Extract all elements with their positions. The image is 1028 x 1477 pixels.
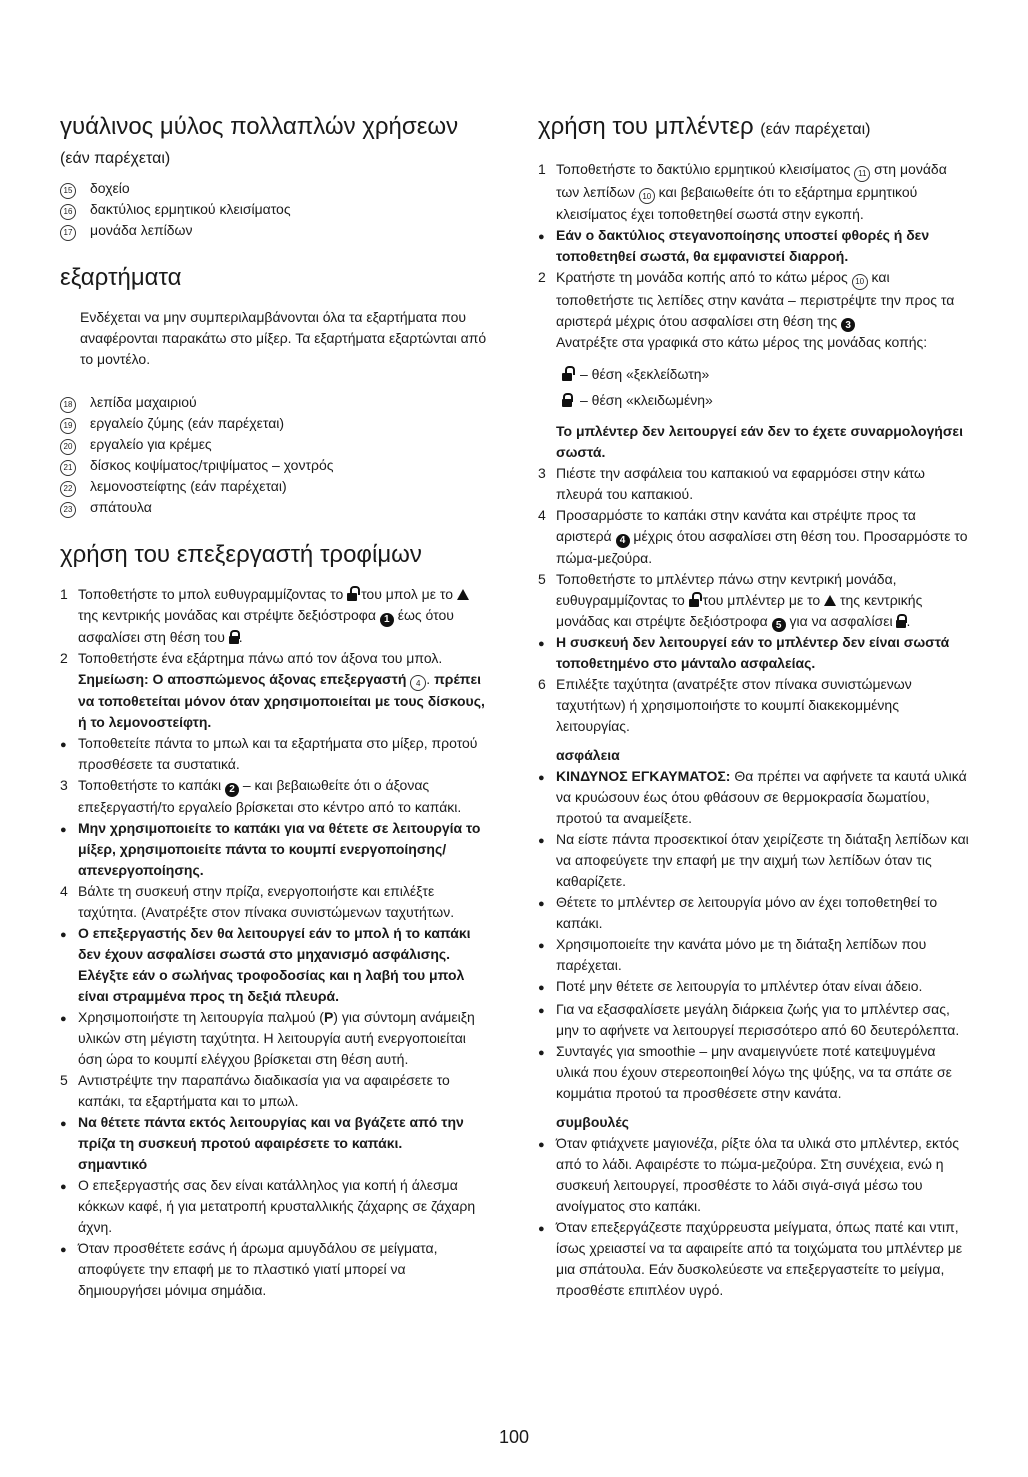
- step-5: 5 Τοποθετήστε το μπλέντερ πάνω στην κεντρική μονάδα, ευθυγραμμίζοντας το του μπλέντερ με το της κεντρικής μονάδας και στρέψτε δεξιόστροφα 5 για να ασφαλίσει .: [538, 570, 923, 631]
- step-5-badge-icon: 5: [772, 618, 786, 632]
- list-item: 20 εργαλείο για κρέμες: [60, 434, 492, 455]
- unlock-icon: [562, 367, 572, 381]
- number-15-icon: 15: [60, 183, 76, 199]
- bullet: ● Η συσκευή δεν λειτουργεί εάν το μπλέντερ δεν είναι σωστά τοποθετημένο στο μάνταλο ασφαλείας.: [538, 632, 970, 674]
- list-item: 15 δοχείο: [60, 178, 492, 199]
- step-3: 3 Τοποθετήστε το καπάκι 2 – και βεβαιωθείτε ότι ο άξονας επεξεργαστή/το εργαλείο βρίσκεται στο κέντρο από το καπάκι.: [60, 777, 462, 815]
- step-2: 2 Τοποθετήστε ένα εξάρτημα πάνω από τον άξονα του μπολ. Σημείωση: Ο αποσπώμενος άξονας επεξεργαστή 4 . πρέπει να τοποθετείται μόνον όταν χρησιμοποιείται με τους δίσκους, ή το λεμονοστείφτη.: [60, 649, 485, 730]
- accessories-intro: Ενδέχεται να μην συμπεριλαμβάνονται όλα τα εξαρτήματα που αναφέρονται παρακάτω στο μίξερ. Τα εξαρτήματα εξαρτώνται από το μοντέλο.: [80, 309, 487, 367]
- number-10-icon: 10: [639, 188, 655, 204]
- lock-icon: [562, 393, 572, 407]
- triangle-marker-icon: [824, 595, 836, 606]
- number-21-icon: 21: [60, 460, 76, 476]
- bullet: ● Ο επεξεργαστής δεν θα λειτουργεί εάν το μπολ ή το καπάκι δεν έχουν ασφαλίσει σωστά στο μηχανισμό ασφάλισης. Ελέγξτε εάν ο σωλήνας τροφοδοσίας και η λαβή του μπολ είναι στραμμένα προς τη δεξιά πλευρά.: [60, 923, 492, 1007]
- right-column: [538, 112, 970, 1301]
- grinder-title: γυάλινος μύλος πολλαπλών χρήσεων: [60, 113, 459, 140]
- list-item: 21 δίσκος κοψίματος/τριψίματος – χοντρός: [60, 455, 492, 476]
- bullet: ● Χρησιμοποιείτε την κανάτα μόνο με τη διάταξη λεπίδων που παρέχεται.: [538, 934, 970, 976]
- bullet: ● Όταν προσθέτετε εσάνς ή άρωμα αμυγδάλου σε μείγματα, αποφύγετε την επαφή με το πλαστικό γιατί μπορεί να δημιουργήσει μόνιμα σημάδια.: [60, 1238, 492, 1301]
- step-4-badge-icon: 4: [616, 534, 630, 548]
- lock-icon: [229, 630, 239, 644]
- assembly-warning: Το μπλέντερ δεν λειτουργεί εάν δεν το έχετε συναρμολογήσει σωστά.: [556, 423, 963, 460]
- accessories-title: εξαρτήματα: [60, 264, 182, 291]
- bullet: ● Για να εξασφαλίσετε μεγάλη διάρκεια ζωής για το μπλέντερ σας, μην το αφήνετε να λειτουργεί περισσότερο από 60 δευτερόλεπτα.: [538, 999, 970, 1041]
- step-3-badge-icon: 3: [841, 318, 855, 332]
- bullet: ● ΚΙΝΔΥΝΟΣ ΕΓΚΑΥΜΑΤΟΣ: Θα πρέπει να αφήνετε τα καυτά υλικά να κρυώσουν έως ότου φθάσουν σε θερμοκρασία δωματίου, προτού τα αναμείξετε.: [538, 766, 970, 829]
- step-2: 2 Κρατήστε τη μονάδα κοπής από το κάτω μέρος 10 και τοποθετήστε τις λεπίδες στην κανάτα – περιστρέψτε την προς τα αριστερά μέχρις ότου ασφαλίσει στη θέση της 3 Ανατρέξτε στα γραφικά στο κάτω μέρος της μονάδας κοπής:: [538, 269, 955, 350]
- step-1: 1 Τοποθετήστε το μπολ ευθυγραμμίζοντας το του μπολ με το της κεντρικής μονάδας και στρέψτε δεξιόστροφα 1 έως ότου ασφαλίσει στη θέση του .: [60, 584, 492, 648]
- bullet: ● Εάν ο δακτύλιος στεγανοποίησης υποστεί φθορές ή δεν τοποθετηθεί σωστά, θα εμφανιστεί διαρροή.: [538, 225, 970, 267]
- unlock-icon: [347, 587, 357, 601]
- list-item: 16 δακτύλιος ερμητικού κλεισίματος: [60, 199, 492, 220]
- bullet: ● Όταν επεξεργάζεστε παχύρρευστα μείγματα, όπως πατέ και ντιπ, ίσως χρειαστεί να τα αφαιρείτε από τα τοιχώματα του μπλέντερ με μια σπάτουλα. Εάν δυσκολεύεστε να επεξεργαστείτε το μείγμα, προσθέστε επιπλέον υγρό.: [538, 1217, 970, 1301]
- grinder-subtitle: (εάν παρέχεται): [60, 150, 171, 167]
- locked-position: – θέση «κλειδωμένη»: [538, 387, 970, 413]
- number-4-icon: 4: [410, 675, 426, 691]
- accessories-list: [60, 392, 492, 518]
- blender-title: χρήση του μπλέντερ (εάν παρέχεται): [538, 113, 871, 140]
- safety-heading: ασφάλεια: [556, 747, 620, 763]
- bullet: ● Μην χρησιμοποιείτε το καπάκι για να θέτετε σε λειτουργία το μίξερ, χρησιμοποιείτε πάντα το κουμπί ενεργοποίησης/απενεργοποίησης.: [60, 818, 492, 881]
- step-4: 4 Βάλτε τη συσκευή στην πρίζα, ενεργοποιήστε και επιλέξτε ταχύτητα. (Ανατρέξτε στον πίνακα συνιστώμενων ταχυτήτων.: [60, 882, 455, 920]
- bullet: ● Τοποθετείτε πάντα το μπωλ και τα εξαρτήματα στο μίξερ, προτού προσθέσετε τα συστατικά.: [60, 733, 492, 775]
- number-10-icon: 10: [852, 274, 868, 290]
- list-item: 18 λεπίδα μαχαιριού: [60, 392, 492, 413]
- unlocked-position: – θέση «ξεκλείδωτη»: [538, 361, 970, 387]
- bullet: ● Θέτετε το μπλέντερ σε λειτουργία μόνο αν έχει τοποθετηθεί το καπάκι.: [538, 892, 970, 934]
- bullet: ● Να θέτετε πάντα εκτός λειτουργίας και να βγάζετε από την πρίζα τη συσκευή προτού αφαιρέσετε το καπάκι.: [60, 1112, 492, 1154]
- bullet: ● Να είστε πάντα προσεκτικοί όταν χειρίζεστε τη διάταξη λεπίδων και να αποφεύγετε την επαφή με την αιχμή των λεπίδων όταν τις καθαρίζετε.: [538, 829, 970, 892]
- number-18-icon: 18: [60, 397, 76, 413]
- step-6: 6 Επιλέξτε ταχύτητα (ανατρέξτε στον πίνακα συνιστώμενων ταχυτήτων) ή χρησιμοποιήστε το κουμπί διακεκομμένης λειτουργίας.: [538, 676, 912, 734]
- number-22-icon: 22: [60, 481, 76, 497]
- step-1: 1 Τοποθετήστε το δακτύλιο ερμητικού κλεισίματος 11 στη μονάδα των λεπίδων 10 και βεβαιωθείτε ότι το εξάρτημα ερμητικού κλεισίματος έχει τοποθετηθεί σωστά στην εγκοπή.: [538, 161, 947, 222]
- bullet: ● Ποτέ μην θέτετε σε λειτουργία το μπλέντερ όταν είναι άδειο.: [538, 976, 970, 999]
- list-item: 22 λεμονοστείφτης (εάν παρέχεται): [60, 476, 492, 497]
- step-2-badge-icon: 2: [225, 783, 239, 797]
- processor-title: χρήση του επεξεργαστή τροφίμων: [60, 541, 422, 568]
- list-item: 23 σπάτουλα: [60, 497, 492, 518]
- left-column: [60, 112, 492, 1301]
- bullet: ● Συνταγές για smoothie – μην αναμειγνύετε ποτέ κατεψυγμένα υλικά που έχουν στερεοποιηθεί λόγω της ψύξης, να τα σπάτε σε κομμάτια προτού τα προσθέσετε στην κανάτα.: [538, 1041, 970, 1104]
- number-20-icon: 20: [60, 439, 76, 455]
- step-5: 5 Αντιστρέψτε την παραπάνω διαδικασία για να αφαιρέσετε το καπάκι, τα εξαρτήματα και το μπωλ.: [60, 1071, 450, 1109]
- bullet: ● Όταν φτιάχνετε μαγιονέζα, ρίξτε όλα τα υλικά στο μπλέντερ, εκτός από το λάδι. Αφαιρέστε το πώμα-μεζούρα. Στη συνέχεια, ενώ η συσκευή λειτουργεί, προσθέστε το λάδι σιγά-σιγά μέσω του ανοίγματος στο καπάκι.: [538, 1133, 970, 1217]
- triangle-marker-icon: [457, 589, 469, 600]
- page-number: 100: [498, 1427, 530, 1447]
- list-item: 19 εργαλείο ζύμης (εάν παρέχεται): [60, 413, 492, 434]
- important-heading: σημαντικό: [78, 1155, 148, 1172]
- unlock-icon: [689, 593, 699, 607]
- bullet: ● Χρησιμοποιήστε τη λειτουργία παλμού (P) για σύντομη ανάμειξη υλικών στη μέγιστη ταχύτητα. Η λειτουργία αυτή ενεργοποιείται όση ώρα το κουμπί ελέγχου βρίσκεται στη θέση αυτή.: [60, 1007, 492, 1070]
- grinder-parts-list: [60, 178, 492, 241]
- number-23-icon: 23: [60, 502, 76, 518]
- number-16-icon: 16: [60, 204, 76, 220]
- number-19-icon: 19: [60, 418, 76, 434]
- step-4: 4 Προσαρμόστε το καπάκι στην κανάτα και στρέψτε προς τα αριστερά 4 μέχρις ότου ασφαλίσει στη θέση του. Προσαρμόστε το πώμα-μεζούρα.: [538, 507, 968, 566]
- step-1-badge-icon: 1: [380, 613, 394, 627]
- number-11-icon: 11: [854, 166, 870, 182]
- number-17-icon: 17: [60, 225, 76, 241]
- tips-heading: συμβουλές: [556, 1114, 629, 1130]
- step-3: 3 Πιέστε την ασφάλεια του καπακιού να εφαρμόσει στην κάτω πλευρά του καπακιού.: [538, 465, 925, 502]
- list-item: 17 μονάδα λεπίδων: [60, 220, 492, 241]
- lock-icon: [896, 614, 906, 628]
- bullet: ● Ο επεξεργαστής σας δεν είναι κατάλληλος για κοπή ή άλεσμα κόκκων καφέ, ή για μετατροπή κρυσταλλικής ζάχαρης σε ζάχαρη άχνη.: [60, 1175, 492, 1238]
